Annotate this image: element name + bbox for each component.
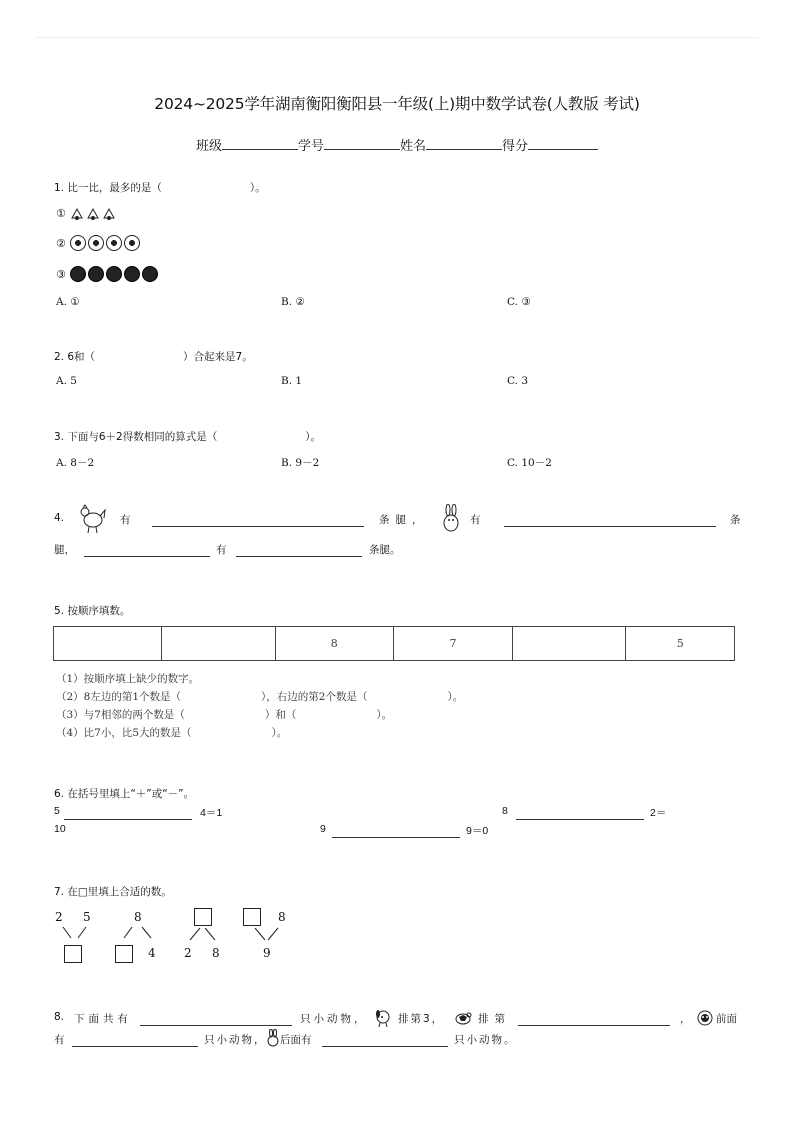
q1-row-1 <box>56 207 118 220</box>
q5-stem: 5. 按顺序填数。 <box>54 605 131 617</box>
q4-line-1: 4. 有 条腿， 有 条 <box>54 512 744 524</box>
q5-sub-1: （1）按顺序填上缺少的数字。 <box>56 673 200 685</box>
shuttlecock-icon <box>70 208 84 220</box>
score-label: 得分 <box>502 139 529 154</box>
q4-blank-3[interactable] <box>84 544 210 557</box>
q8-blank-4[interactable] <box>322 1034 448 1047</box>
sequence-cell[interactable] <box>54 627 162 661</box>
q6-blank-2[interactable] <box>516 807 644 820</box>
q7-g1-right: 5 <box>83 910 91 924</box>
q1-row-3 <box>56 266 160 282</box>
rooster-icon <box>78 504 106 534</box>
q7-g2-right: 4 <box>148 946 156 960</box>
q1-stem: 1. 比一比，最多的是（ ）。 <box>54 182 266 194</box>
q1-option-b[interactable]: B. ② <box>281 296 305 308</box>
sequence-cell[interactable] <box>162 627 275 661</box>
q4-blank-1[interactable] <box>152 514 364 527</box>
class-label: 班级 <box>195 139 222 154</box>
rabbit-icon <box>440 504 462 534</box>
q5-sub-3: （3）与7相邻的两个数是（ ）和（ ）。 <box>56 709 393 721</box>
student-info <box>0 135 794 154</box>
q4-blank-2[interactable] <box>504 514 716 527</box>
q8-blank-3[interactable] <box>72 1034 198 1047</box>
q1-option-a[interactable]: A. ① <box>56 296 80 308</box>
q6-blank-3[interactable] <box>332 825 460 838</box>
q6-line-1: 5 4＝1 8 2＝ <box>54 805 667 819</box>
shuttlecock-icon <box>86 208 100 220</box>
q6-blank-1[interactable] <box>64 807 192 820</box>
basketball-icon <box>70 266 86 282</box>
score-field[interactable] <box>528 135 598 150</box>
q8-line-1: 8. 下面共有 只小动物， 排第3， 排第 ， 前面 <box>54 1011 737 1025</box>
soccer-ball-icon <box>70 235 86 251</box>
q7-g1-left: 2 <box>55 910 63 924</box>
q7-g4-box[interactable] <box>243 908 261 926</box>
q4-line-2: 腿， 有 条腿。 <box>54 544 401 556</box>
sequence-cell: 5 <box>626 627 735 661</box>
q7-g3-left: 2 <box>184 946 192 960</box>
q3-option-c[interactable]: C. 10－2 <box>507 457 552 469</box>
soccer-ball-icon <box>88 235 104 251</box>
q1-row-2 <box>56 235 142 251</box>
monkey-icon <box>696 1009 714 1027</box>
q3-option-b[interactable]: B. 9－2 <box>281 457 320 469</box>
q5-sub-2: （2）8左边的第1个数是（ ），右边的第2个数是（ ）。 <box>56 691 464 703</box>
q6-stem: 6. 在括号里填上“＋”或“－”。 <box>54 788 195 800</box>
basketball-icon <box>106 266 122 282</box>
header-rule <box>36 37 758 38</box>
shuttlecock-icon <box>102 208 116 220</box>
q3-option-a[interactable]: A. 8－2 <box>56 457 95 469</box>
q7-g2-top: 8 <box>134 910 142 924</box>
circled-number: ② <box>56 236 66 250</box>
sequence-cell: 8 <box>275 627 393 661</box>
q7-g4-bottom: 9 <box>263 946 271 960</box>
q5-sub-4: （4）比7小，比5大的数是（ ）。 <box>56 727 288 739</box>
circled-number: ③ <box>56 267 66 281</box>
soccer-ball-icon <box>106 235 122 251</box>
q8-line-2: 有 只小动物， 后面有 只小动物。 <box>54 1032 744 1047</box>
q4-blank-4[interactable] <box>236 544 362 557</box>
q2-option-b[interactable]: B. 1 <box>281 375 303 387</box>
q7-stem: 7. 在□里填上合适的数。 <box>54 886 172 898</box>
sequence-cell: 7 <box>393 627 512 661</box>
q7-g4-right: 8 <box>278 910 286 924</box>
turtle-icon <box>454 1009 472 1027</box>
name-field[interactable] <box>426 135 502 150</box>
q7-g1-box[interactable] <box>64 945 82 963</box>
basketball-icon <box>88 266 104 282</box>
q7-g2-box[interactable] <box>115 945 133 963</box>
dog-icon <box>374 1009 392 1027</box>
q8-blank-2[interactable] <box>518 1013 670 1026</box>
basketball-icon <box>124 266 140 282</box>
q2-option-c[interactable]: C. 3 <box>507 375 529 387</box>
q2-option-a[interactable]: A. 5 <box>56 375 77 387</box>
sequence-cell[interactable] <box>513 627 626 661</box>
q7-g3-right: 8 <box>212 946 220 960</box>
name-label: 姓名 <box>400 139 427 154</box>
sequence-table <box>53 626 735 661</box>
q2-stem: 2. 6和（ ）合起来是7。 <box>54 351 253 363</box>
basketball-icon <box>142 266 158 282</box>
q7-g3-box[interactable] <box>194 908 212 926</box>
id-label: 学号 <box>297 139 324 154</box>
class-field[interactable] <box>222 135 298 150</box>
circled-number: ① <box>56 207 66 220</box>
q6-line-2: 10 9 9＝0 <box>54 823 489 837</box>
page-title: 2024~2025学年湖南衡阳衡阳县一年级(上)期中数学试卷(人教版 考试) <box>154 95 640 113</box>
q1-option-c[interactable]: C. ③ <box>507 296 531 308</box>
soccer-ball-icon <box>124 235 140 251</box>
q3-stem: 3. 下面与6＋2得数相同的算式是（ ）。 <box>54 431 321 443</box>
q8-blank-1[interactable] <box>140 1013 292 1026</box>
id-field[interactable] <box>324 135 400 150</box>
